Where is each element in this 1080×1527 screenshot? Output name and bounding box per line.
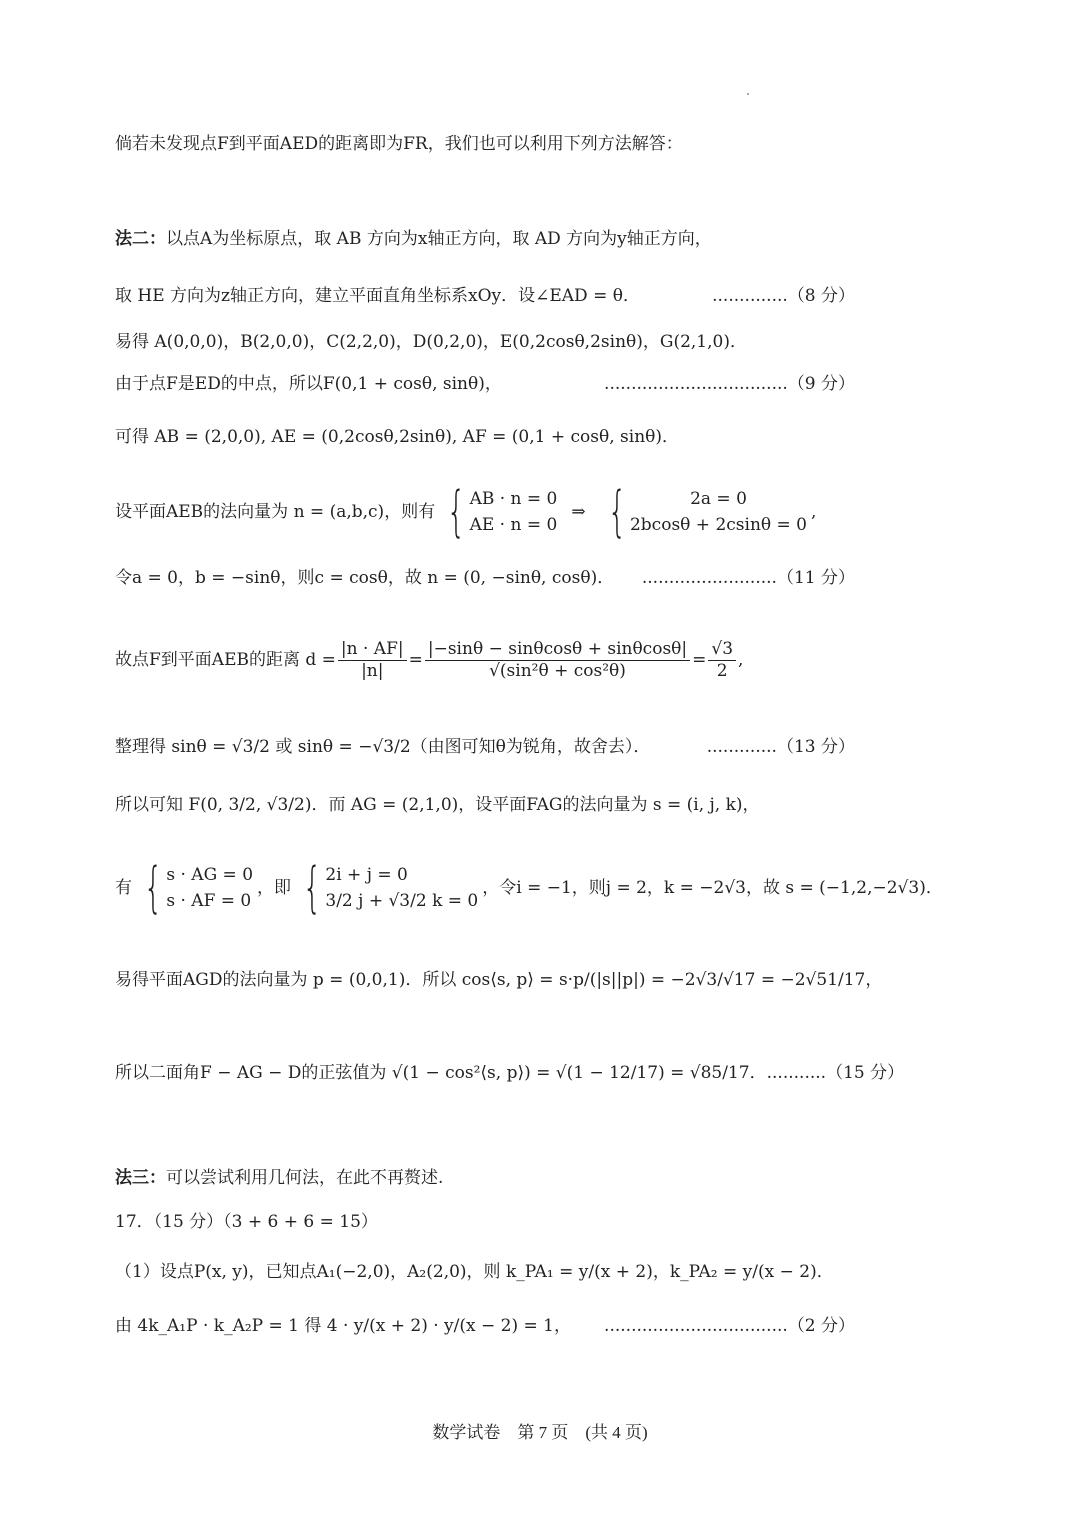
system-2-row-2: 2bcosθ + 2csinθ = 0 <box>629 515 807 535</box>
system-3-row-1: s · AG = 0 <box>166 865 254 885</box>
point-f-text: 所以可知 F(0, 3/2, √3/2)．而 AG = (2,1,0)，设平面FAG的法向量为 s = (i, j, k)， <box>115 795 760 815</box>
distance-pre: 故点F到平面AEB的距离 d = <box>115 650 336 670</box>
method-two-label: 法二： <box>115 229 166 249</box>
normal-fag-post: ，令i = −1，则j = 2，k = −2√3，故 s = (−1,2,−2√3)． <box>482 878 943 898</box>
score-2: ..................................（2 分） <box>604 1316 855 1336</box>
score-15: ...........（15 分） <box>766 1063 905 1083</box>
method-two-text: 以点A为坐标原点，取 AB 方向为x轴正方向，取 AD 方向为y轴正方向， <box>166 229 712 249</box>
fraction-1-denominator: |n| <box>361 660 384 681</box>
question-17-part-1-line <box>115 1262 855 1282</box>
score-9: ..................................（9 分） <box>604 374 855 394</box>
vectors-line <box>115 427 855 447</box>
fraction-2-numerator: |−sinθ − sinθcosθ + sinθcosθ| <box>425 639 690 660</box>
question-17-header <box>115 1212 855 1232</box>
method-three-label: 法三： <box>115 1168 166 1188</box>
result-numerator: √3 <box>708 639 736 660</box>
result-denominator: 2 <box>716 660 728 681</box>
method-two-line-2 <box>115 286 855 306</box>
method-three-line <box>115 1168 855 1188</box>
score-11: .........................（11 分） <box>641 568 855 588</box>
normal-aeb-line: 设平面AEB的法向量为 n = (a,b,c)，则有 { AB · n = 0 AE · n = 0 ⇒ { 2a = 0 2bcosθ + 2csinθ = 0 , <box>115 480 817 543</box>
vectors-text: 可得 AB = (2,0,0), AE = (0,2cosθ,2sinθ), AF = (0,1 + cosθ, sinθ)． <box>115 427 680 447</box>
dihedral-sine-line <box>115 1063 905 1083</box>
page-footer: 数学试卷 第 7 页 (共 4 页) <box>432 1423 648 1442</box>
system-4-row-1: 2i + j = 0 <box>325 865 408 885</box>
normal-fag-line <box>115 856 943 919</box>
left-brace-icon: { <box>302 856 322 919</box>
coordinate-setup-text: 取 HE 方向为z轴正方向，建立平面直角坐标系xOy．设∠EAD = θ． <box>115 286 640 306</box>
equation-system-4 <box>295 856 479 919</box>
system-1-row-2: AE · n = 0 <box>469 515 558 535</box>
equation-system-1 <box>439 480 558 543</box>
text-line-1 <box>115 134 855 154</box>
cosine-text: 易得平面AGD的法向量为 p = (0,0,1)．所以 cos⟨s, p⟩ = s·p/(|s||p|) = −2√3/√17 = −2√51/17， <box>115 970 883 990</box>
points-line <box>115 332 855 352</box>
cosine-line <box>115 970 883 990</box>
normal-vector-text: 令a = 0，b = −sinθ，则c = cosθ，故 n = (0, −sinθ, cosθ)． <box>115 568 615 588</box>
intro-text: 倘若未发现点F到平面AED的距离即为FR，我们也可以利用下列方法解答： <box>115 134 683 154</box>
equation-system-3 <box>136 856 254 919</box>
system-1-row-1: AB · n = 0 <box>469 489 558 509</box>
midpoint-text: 由于点F是ED的中点，所以F(0,1 + cosθ, sinθ)， <box>115 374 502 394</box>
score-8: ..............（8 分） <box>712 286 855 306</box>
method-two-line-1 <box>115 229 855 249</box>
system-3-row-2: s · AF = 0 <box>166 891 252 911</box>
left-brace-icon: { <box>607 480 627 543</box>
system-4-row-2: 3/2 j + √3/2 k = 0 <box>325 891 479 911</box>
score-13: .............（13 分） <box>706 737 855 757</box>
normal-fag-pre: 有 <box>115 878 132 898</box>
scan-speck <box>747 93 749 95</box>
points-text: 易得 A(0,0,0)，B(2,0,0)，C(2,2,0)，D(0,2,0)，E(0,2cosθ,2sinθ)，G(2,1,0)． <box>115 332 747 352</box>
system-2-row-1: 2a = 0 <box>690 489 747 509</box>
sine-result-line <box>115 737 855 757</box>
question-17-text: 17．（15 分）（3 + 6 + 6 = 15） <box>115 1212 378 1232</box>
distance-fraction-1 <box>338 639 407 681</box>
method-three-text: 可以尝试利用几何法，在此不再赘述. <box>166 1168 444 1188</box>
normal-vector-line <box>115 568 855 588</box>
dihedral-sine-text: 所以二面角F − AG − D的正弦值为 √(1 − cos²⟨s, p⟩) = √(1 − 12/17) = √85/17． <box>115 1063 767 1083</box>
sine-result-text: 整理得 sinθ = √3/2 或 sinθ = −√3/2（由图可知θ为锐角，故舍去）． <box>115 737 651 757</box>
left-brace-icon: { <box>143 856 163 919</box>
normal-aeb-pre: 设平面AEB的法向量为 n = (a,b,c)，则有 <box>115 502 436 522</box>
left-brace-icon: { <box>446 480 466 543</box>
normal-fag-mid: ，即 <box>257 878 292 898</box>
equation-system-2 <box>600 480 807 543</box>
fraction-1-numerator: |n · AF| <box>338 639 407 660</box>
slope-product-text: 由 4k_A₁P · k_A₂P = 1 得 4 · y/(x + 2) · y/(x − 2) = 1， <box>115 1316 571 1336</box>
distance-line: 故点F到平面AEB的距离 d = $\frac{|n \cdot AF|}{|n|}$ = $\frac{|-\sin\theta - \sin\theta\cos\theta + \sin\theta\cos\theta|}{\text{√(sin²θ + cos²θ)}}$ = $\frac{√3}{2}$ , <box>115 639 744 681</box>
fraction-2-denominator: √(sin²θ + cos²θ) <box>489 660 626 681</box>
distance-fraction-2 <box>425 639 690 681</box>
point-f-line <box>115 795 855 815</box>
implies-arrow: ⇒ <box>571 502 586 522</box>
slope-product-line <box>115 1316 855 1336</box>
part-1-text: （1）设点P(x, y)，已知点A₁(−2,0)，A₂(2,0)，则 k_PA₁ = y/(x + 2)，k_PA₂ = y/(x − 2)． <box>115 1262 834 1282</box>
midpoint-line <box>115 374 855 394</box>
distance-result <box>708 639 736 681</box>
